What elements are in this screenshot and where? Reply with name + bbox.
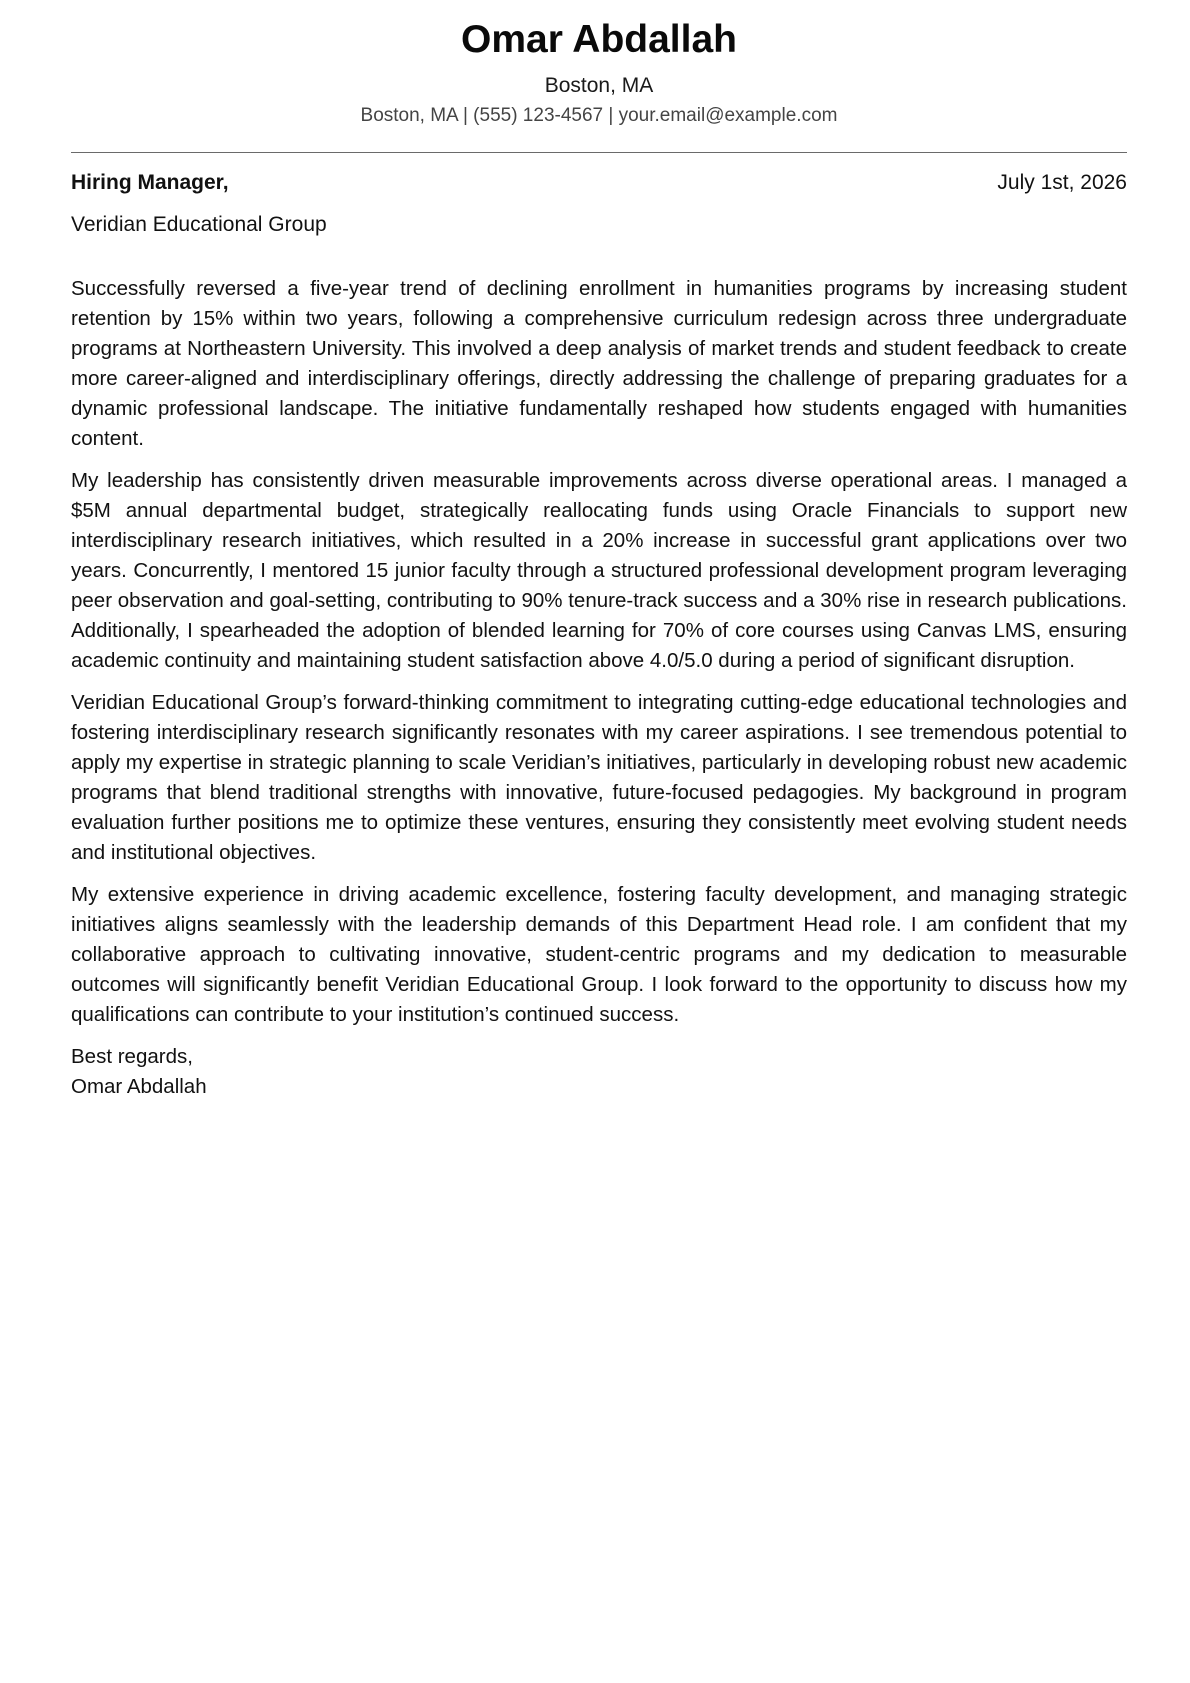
closing-block — [71, 1042, 1127, 1102]
body-paragraph-1: Successfully reversed a five-year trend of declining enrollment in humanities programs by increasing student retention by 15% within two years, following a comprehensive curriculum redesign across three undergraduate programs at Northeastern University. This involved a deep analysis of market trends and student feedback to create more career-aligned and interdisciplinary offerings, directly addressing the challenge of preparing graduates for a dynamic professional landscape. The initiative fundamentally reshaped how students engaged with humanities content. — [71, 277, 1127, 450]
recipient-date-row — [71, 169, 1127, 197]
company-name: Veridian Educational Group — [71, 213, 327, 236]
recipient-salutation: Hiring Manager, — [71, 171, 229, 194]
cover-letter-page — [71, 0, 1127, 1102]
letter-body — [71, 274, 1127, 1030]
applicant-location: Boston, MA — [544, 74, 654, 97]
contact-line: Boston, MA | (555) 123-4567 | your.email@example.com — [360, 105, 838, 126]
applicant-name: Omar Abdallah — [461, 18, 737, 61]
signature-name: Omar Abdallah — [71, 1075, 207, 1098]
closing-phrase: Best regards, — [71, 1045, 193, 1068]
body-paragraph-2: My leadership has consistently driven measurable improvements across diverse operational areas. I managed a $5M annual departmental budget, strategically reallocating funds using Oracle Financials to support new interdisciplinary research initiatives, which resulted in a 20% increase in successful grant applications over two years. Concurrently, I mentored 15 junior faculty through a structured professional development program leveraging peer observation and goal-setting, contributing to 90% tenure-track success and a 30% rise in research publications. Additionally, I spearheaded the adoption of blended learning for 70% of core courses using Canvas LMS, ensuring academic continuity and maintaining student satisfaction above 4.0/5.0 during a period of significant disruption. — [71, 469, 1127, 672]
letter-date: July 1st, 2026 — [997, 171, 1127, 194]
header-divider — [71, 152, 1127, 153]
body-paragraph-3: Veridian Educational Group’s forward-thinking commitment to integrating cutting-edge educational technologies and fostering interdisciplinary research significantly resonates with my career aspirations. I see tremendous potential to apply my expertise in strategic planning to scale Veridian’s initiatives, particularly in developing robust new academic programs that blend traditional strengths with innovative, future-focused pedagogies. My background in program evaluation further positions me to optimize these ventures, ensuring they consistently meet evolving student needs and institutional objectives. — [71, 691, 1127, 864]
body-paragraph-4: My extensive experience in driving academic excellence, fostering faculty development, and managing strategic initiatives aligns seamlessly with the leadership demands of this Department Head role. I am confident that my collaborative approach to cultivating innovative, student-centric programs and my dedication to measurable outcomes will significantly benefit Veridian Educational Group. I look forward to the opportunity to discuss how my qualifications can contribute to your institution’s continued success. — [71, 883, 1127, 1026]
